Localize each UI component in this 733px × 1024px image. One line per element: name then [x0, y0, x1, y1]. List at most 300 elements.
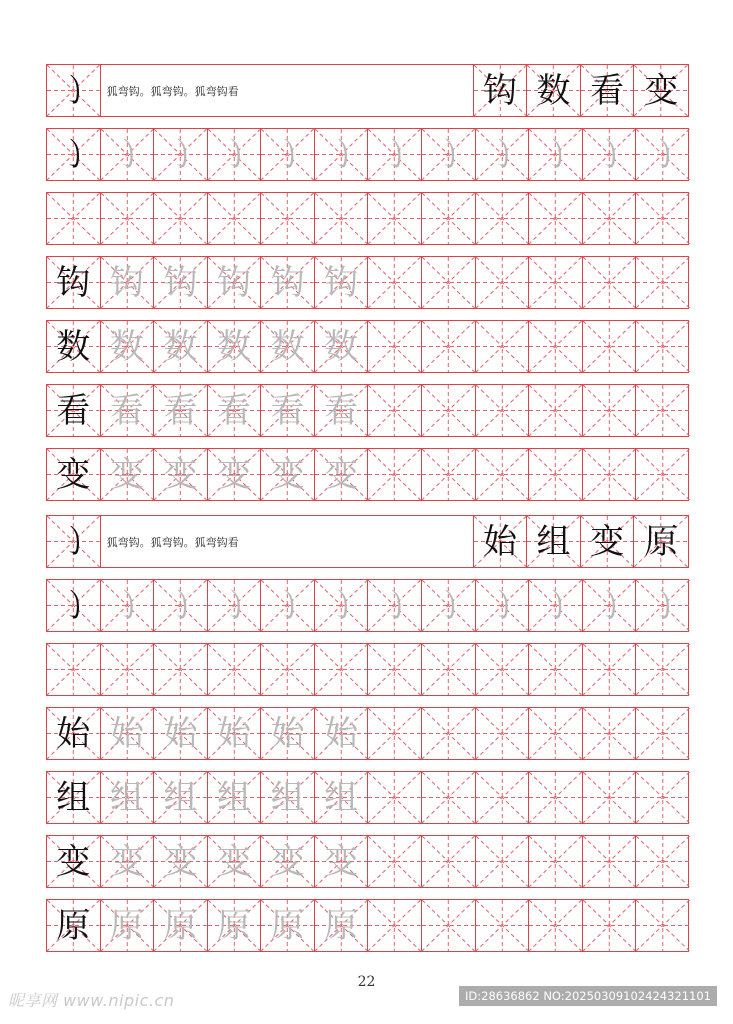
rice-grid-guide: [261, 644, 314, 695]
rice-grid-guide: [368, 385, 421, 436]
rice-grid-guide: [529, 385, 582, 436]
rice-grid-guide: [368, 644, 421, 695]
grid-cell[interactable]: [422, 772, 476, 823]
rice-grid-guide: [315, 193, 368, 244]
grid-cell[interactable]: [208, 708, 262, 759]
grid-cell[interactable]: [368, 193, 422, 244]
rice-grid-guide: [422, 772, 475, 823]
grid-cell[interactable]: [368, 772, 422, 823]
grid-cell[interactable]: [315, 900, 369, 951]
grid-cell[interactable]: [47, 193, 101, 244]
rice-grid-guide: [636, 708, 690, 759]
watermark-id: ID:28636862 NO:20250309102424321101: [459, 986, 717, 1006]
grid-cell[interactable]: [634, 516, 688, 567]
grid-cell[interactable]: [208, 772, 262, 823]
trace-glyph: 钩: [270, 262, 305, 303]
rice-grid-guide: [529, 257, 582, 308]
grid-cell[interactable]: [101, 129, 155, 180]
grid-cell[interactable]: [422, 193, 476, 244]
trace-glyph: ㇁: [109, 134, 144, 175]
grid-cell[interactable]: [583, 772, 637, 823]
grid-cell[interactable]: [368, 129, 422, 180]
grid-cell[interactable]: [261, 385, 315, 436]
trace-glyph: 始: [324, 713, 359, 754]
grid-cell[interactable]: [422, 449, 476, 500]
grid-cell[interactable]: [101, 580, 155, 631]
grid-cell[interactable]: [422, 644, 476, 695]
grid-cell[interactable]: [529, 385, 583, 436]
grid-cell[interactable]: [208, 449, 262, 500]
grid-cell[interactable]: [529, 836, 583, 887]
grid-cell[interactable]: [583, 385, 637, 436]
grid-cell[interactable]: [47, 580, 101, 631]
grid-cell[interactable]: [368, 321, 422, 372]
grid-cell[interactable]: [315, 129, 369, 180]
grid-cell[interactable]: [368, 644, 422, 695]
grid-cell[interactable]: [47, 449, 101, 500]
trace-glyph: 看: [270, 390, 305, 431]
character-practice-row: [46, 899, 689, 952]
trace-glyph: ㇁: [217, 134, 252, 175]
rice-grid-guide: [154, 644, 207, 695]
grid-cell[interactable]: [636, 129, 690, 180]
grid-cell[interactable]: [583, 836, 637, 887]
rice-grid-guide: [583, 449, 636, 500]
grid-cell[interactable]: [583, 129, 637, 180]
blank-practice-row: [46, 643, 689, 696]
grid-cell[interactable]: [315, 385, 369, 436]
trace-glyph: 始: [217, 713, 252, 754]
grid-cell[interactable]: [368, 900, 422, 951]
grid-cell[interactable]: [315, 708, 369, 759]
grid-cell[interactable]: [315, 257, 369, 308]
grid-cell[interactable]: [422, 836, 476, 887]
grid-cell[interactable]: [529, 580, 583, 631]
trace-glyph: 始: [163, 713, 198, 754]
grid-cell[interactable]: [208, 385, 262, 436]
trace-glyph: 原: [163, 905, 198, 946]
grid-cell[interactable]: [101, 321, 155, 372]
trace-glyph: ㇁: [484, 585, 519, 626]
rice-grid-guide: [476, 900, 529, 951]
model-glyph: 始: [56, 713, 91, 754]
grid-cell[interactable]: [529, 449, 583, 500]
trace-glyph: ㇁: [538, 134, 573, 175]
grid-cell[interactable]: [154, 193, 208, 244]
grid-cell[interactable]: [636, 257, 690, 308]
trace-glyph: 原: [270, 905, 305, 946]
example-word-glyph: 钩: [482, 70, 517, 111]
rice-grid-guide: [583, 708, 636, 759]
trace-glyph: 变: [163, 841, 198, 882]
grid-cell[interactable]: [47, 644, 101, 695]
grid-cell[interactable]: [154, 644, 208, 695]
grid-cell[interactable]: [208, 257, 262, 308]
grid-cell[interactable]: [476, 257, 530, 308]
grid-cell[interactable]: [101, 449, 155, 500]
grid-cell[interactable]: [47, 129, 101, 180]
rice-grid-guide: [529, 836, 582, 887]
grid-cell[interactable]: [636, 449, 690, 500]
rice-grid-guide: [636, 321, 690, 372]
grid-cell[interactable]: [476, 836, 530, 887]
grid-cell[interactable]: [101, 644, 155, 695]
grid-cell[interactable]: [476, 385, 530, 436]
rice-grid-guide: [583, 836, 636, 887]
rice-grid-guide: [583, 385, 636, 436]
grid-cell[interactable]: [154, 772, 208, 823]
grid-cell[interactable]: [474, 65, 528, 116]
trace-glyph: ㇁: [270, 134, 305, 175]
trace-glyph: ㇁: [484, 134, 519, 175]
rice-grid-guide: [636, 772, 690, 823]
grid-cell[interactable]: [583, 900, 637, 951]
trace-glyph: 原: [109, 905, 144, 946]
grid-cell[interactable]: [261, 644, 315, 695]
example-word-glyph: 组: [536, 521, 571, 562]
grid-cell[interactable]: [101, 257, 155, 308]
grid-cell[interactable]: [476, 772, 530, 823]
grid-cell[interactable]: [368, 385, 422, 436]
rice-grid-guide: [208, 193, 261, 244]
grid-cell[interactable]: [261, 321, 315, 372]
section-header-row: [46, 64, 689, 117]
grid-cell[interactable]: [422, 321, 476, 372]
grid-cell[interactable]: [583, 580, 637, 631]
rice-grid-guide: [636, 449, 690, 500]
grid-cell[interactable]: [368, 708, 422, 759]
rice-grid-guide: [476, 257, 529, 308]
character-practice-row: [46, 771, 689, 824]
grid-cell[interactable]: [47, 772, 101, 823]
grid-cell[interactable]: [529, 900, 583, 951]
rice-grid-guide: [636, 193, 690, 244]
example-word-glyph: 变: [644, 70, 679, 111]
rice-grid-guide: [529, 772, 582, 823]
page-number: 22: [357, 974, 376, 990]
grid-cell[interactable]: [261, 900, 315, 951]
grid-cell[interactable]: [315, 321, 369, 372]
grid-cell[interactable]: [208, 836, 262, 887]
rice-grid-guide: [422, 449, 475, 500]
grid-cell[interactable]: [261, 449, 315, 500]
rice-grid-guide: [583, 193, 636, 244]
grid-cell[interactable]: [476, 644, 530, 695]
rice-grid-guide: [636, 385, 690, 436]
stroke-practice-row: [46, 128, 689, 181]
grid-cell[interactable]: [636, 385, 690, 436]
grid-cell[interactable]: [208, 321, 262, 372]
grid-cell[interactable]: [47, 900, 101, 951]
trace-glyph: ㇁: [163, 134, 198, 175]
grid-cell[interactable]: [101, 836, 155, 887]
trace-glyph: 组: [163, 777, 198, 818]
grid-cell[interactable]: [101, 193, 155, 244]
grid-cell[interactable]: [261, 772, 315, 823]
model-glyph: 变: [56, 454, 91, 495]
grid-cell[interactable]: [101, 900, 155, 951]
grid-cell[interactable]: [476, 129, 530, 180]
rice-grid-guide: [208, 644, 261, 695]
trace-glyph: 数: [109, 326, 144, 367]
trace-glyph: ㇁: [324, 585, 359, 626]
stroke-instruction: 狐弯钩。狐弯钩。狐弯钩看: [101, 65, 474, 116]
grid-cell[interactable]: [476, 321, 530, 372]
grid-cell[interactable]: [422, 385, 476, 436]
character-practice-row: [46, 320, 689, 373]
trace-glyph: 钩: [109, 262, 144, 303]
trace-glyph: 原: [324, 905, 359, 946]
grid-cell[interactable]: [636, 772, 690, 823]
trace-glyph: 变: [270, 454, 305, 495]
grid-cell[interactable]: [636, 193, 690, 244]
rice-grid-guide: [368, 900, 421, 951]
rice-grid-guide: [476, 385, 529, 436]
rice-grid-guide: [422, 644, 475, 695]
grid-cell[interactable]: [47, 321, 101, 372]
model-glyph: 看: [56, 390, 91, 431]
trace-glyph: 数: [324, 326, 359, 367]
rice-grid-guide: [422, 385, 475, 436]
grid-cell[interactable]: [422, 580, 476, 631]
grid-cell[interactable]: [527, 516, 581, 567]
trace-glyph: 组: [109, 777, 144, 818]
rice-grid-guide: [101, 644, 154, 695]
grid-cell[interactable]: [583, 449, 637, 500]
grid-cell[interactable]: [529, 257, 583, 308]
grid-cell[interactable]: [47, 385, 101, 436]
example-word-glyph: 原: [644, 521, 679, 562]
rice-grid-guide: [529, 321, 582, 372]
grid-cell[interactable]: [261, 708, 315, 759]
grid-cell[interactable]: [154, 580, 208, 631]
example-word-glyph: 看: [590, 70, 625, 111]
grid-cell[interactable]: [154, 708, 208, 759]
trace-glyph: ㇁: [538, 585, 573, 626]
rice-grid-guide: [368, 449, 421, 500]
model-glyph: 钩: [56, 262, 91, 303]
model-glyph: 组: [56, 777, 91, 818]
grid-cell[interactable]: [47, 836, 101, 887]
trace-glyph: ㇁: [270, 585, 305, 626]
rice-grid-guide: [368, 708, 421, 759]
grid-cell[interactable]: [636, 580, 690, 631]
trace-glyph: ㇁: [109, 585, 144, 626]
trace-glyph: 变: [217, 454, 252, 495]
grid-cell[interactable]: [422, 257, 476, 308]
grid-cell[interactable]: [583, 321, 637, 372]
trace-glyph: 变: [163, 454, 198, 495]
grid-cell[interactable]: [315, 193, 369, 244]
rice-grid-guide: [47, 193, 100, 244]
rice-grid-guide: [476, 644, 529, 695]
grid-cell[interactable]: [101, 708, 155, 759]
grid-cell[interactable]: [636, 836, 690, 887]
grid-cell[interactable]: [368, 580, 422, 631]
grid-cell[interactable]: [47, 257, 101, 308]
rice-grid-guide: [476, 449, 529, 500]
rice-grid-guide: [368, 321, 421, 372]
grid-cell[interactable]: [315, 836, 369, 887]
grid-cell[interactable]: [315, 449, 369, 500]
stroke-model-glyph: ㇁: [56, 70, 91, 111]
grid-cell[interactable]: [101, 385, 155, 436]
rice-grid-guide: [422, 836, 475, 887]
character-practice-row: [46, 448, 689, 501]
trace-glyph: 变: [324, 841, 359, 882]
grid-cell[interactable]: [529, 193, 583, 244]
rice-grid-guide: [636, 644, 690, 695]
grid-cell[interactable]: [476, 708, 530, 759]
model-glyph: 变: [56, 841, 91, 882]
trace-glyph: 始: [109, 713, 144, 754]
grid-cell[interactable]: [154, 449, 208, 500]
rice-grid-guide: [368, 836, 421, 887]
grid-cell[interactable]: [368, 449, 422, 500]
grid-cell[interactable]: [47, 65, 101, 116]
rice-grid-guide: [476, 772, 529, 823]
rice-grid-guide: [368, 772, 421, 823]
grid-cell[interactable]: [368, 836, 422, 887]
rice-grid-guide: [422, 708, 475, 759]
trace-glyph: 看: [163, 390, 198, 431]
trace-glyph: 原: [217, 905, 252, 946]
grid-cell[interactable]: [101, 772, 155, 823]
grid-cell[interactable]: [315, 772, 369, 823]
rice-grid-guide: [368, 257, 421, 308]
grid-cell[interactable]: [154, 321, 208, 372]
grid-cell[interactable]: [422, 129, 476, 180]
rice-grid-guide: [583, 644, 636, 695]
grid-cell[interactable]: [583, 257, 637, 308]
grid-cell[interactable]: [315, 644, 369, 695]
grid-cell[interactable]: [581, 516, 635, 567]
stroke-model-glyph: ㇁: [56, 521, 91, 562]
grid-cell[interactable]: [315, 580, 369, 631]
grid-cell[interactable]: [474, 516, 528, 567]
trace-glyph: ㇁: [324, 134, 359, 175]
rice-grid-guide: [529, 449, 582, 500]
grid-cell[interactable]: [208, 193, 262, 244]
section-header-row: [46, 515, 689, 568]
trace-glyph: ㇁: [646, 585, 681, 626]
trace-glyph: ㇁: [592, 585, 627, 626]
grid-cell[interactable]: [208, 900, 262, 951]
example-word-glyph: 始: [482, 521, 517, 562]
grid-cell[interactable]: [583, 644, 637, 695]
rice-grid-guide: [583, 772, 636, 823]
rice-grid-guide: [422, 193, 475, 244]
grid-cell[interactable]: [154, 257, 208, 308]
rice-grid-guide: [422, 900, 475, 951]
grid-cell[interactable]: [154, 129, 208, 180]
rice-grid-guide: [476, 321, 529, 372]
rice-grid-guide: [636, 900, 690, 951]
rice-grid-guide: [583, 257, 636, 308]
grid-cell[interactable]: [208, 644, 262, 695]
grid-cell[interactable]: [422, 708, 476, 759]
trace-glyph: 数: [163, 326, 198, 367]
grid-cell[interactable]: [261, 836, 315, 887]
grid-cell[interactable]: [529, 644, 583, 695]
grid-cell[interactable]: [636, 708, 690, 759]
grid-cell[interactable]: [581, 65, 635, 116]
grid-cell[interactable]: [261, 193, 315, 244]
grid-cell[interactable]: [636, 644, 690, 695]
model-glyph: ㇁: [56, 134, 91, 175]
grid-cell[interactable]: [527, 65, 581, 116]
grid-cell[interactable]: [476, 193, 530, 244]
rice-grid-guide: [261, 193, 314, 244]
grid-cell[interactable]: [47, 708, 101, 759]
grid-cell[interactable]: [636, 900, 690, 951]
trace-glyph: ㇁: [163, 585, 198, 626]
grid-cell[interactable]: [261, 257, 315, 308]
character-practice-row: [46, 707, 689, 760]
grid-cell[interactable]: [636, 321, 690, 372]
grid-cell[interactable]: [529, 129, 583, 180]
trace-glyph: 数: [217, 326, 252, 367]
rice-grid-guide: [422, 321, 475, 372]
rice-grid-guide: [368, 193, 421, 244]
example-word-glyph: 数: [536, 70, 571, 111]
grid-cell[interactable]: [261, 129, 315, 180]
grid-cell[interactable]: [634, 65, 688, 116]
trace-glyph: 钩: [324, 262, 359, 303]
trace-glyph: 变: [109, 454, 144, 495]
trace-glyph: ㇁: [431, 585, 466, 626]
grid-cell[interactable]: [529, 321, 583, 372]
grid-cell[interactable]: [529, 708, 583, 759]
trace-glyph: 组: [324, 777, 359, 818]
grid-cell[interactable]: [476, 580, 530, 631]
grid-cell[interactable]: [476, 449, 530, 500]
grid-cell[interactable]: [529, 772, 583, 823]
rice-grid-guide: [47, 644, 100, 695]
grid-cell[interactable]: [583, 193, 637, 244]
grid-cell[interactable]: [154, 900, 208, 951]
rice-grid-guide: [101, 193, 154, 244]
trace-glyph: ㇁: [217, 585, 252, 626]
grid-cell[interactable]: [476, 900, 530, 951]
grid-cell[interactable]: [368, 257, 422, 308]
rice-grid-guide: [476, 836, 529, 887]
model-glyph: 原: [56, 905, 91, 946]
trace-glyph: 变: [109, 841, 144, 882]
grid-cell[interactable]: [47, 516, 101, 567]
grid-cell[interactable]: [208, 580, 262, 631]
rice-grid-guide: [636, 257, 690, 308]
character-practice-row: [46, 384, 689, 437]
rice-grid-guide: [476, 708, 529, 759]
trace-glyph: ㇁: [592, 134, 627, 175]
trace-glyph: ㇁: [646, 134, 681, 175]
grid-cell[interactable]: [208, 129, 262, 180]
trace-glyph: 组: [270, 777, 305, 818]
grid-cell[interactable]: [261, 580, 315, 631]
grid-cell[interactable]: [583, 708, 637, 759]
trace-glyph: 看: [109, 390, 144, 431]
trace-glyph: 钩: [217, 262, 252, 303]
trace-glyph: 始: [270, 713, 305, 754]
model-glyph: ㇁: [56, 585, 91, 626]
trace-glyph: 变: [270, 841, 305, 882]
grid-cell[interactable]: [154, 385, 208, 436]
watermark-site: 昵享网 www.nipic.cn: [8, 991, 175, 1010]
grid-cell[interactable]: [422, 900, 476, 951]
grid-cell[interactable]: [154, 836, 208, 887]
trace-glyph: 看: [217, 390, 252, 431]
